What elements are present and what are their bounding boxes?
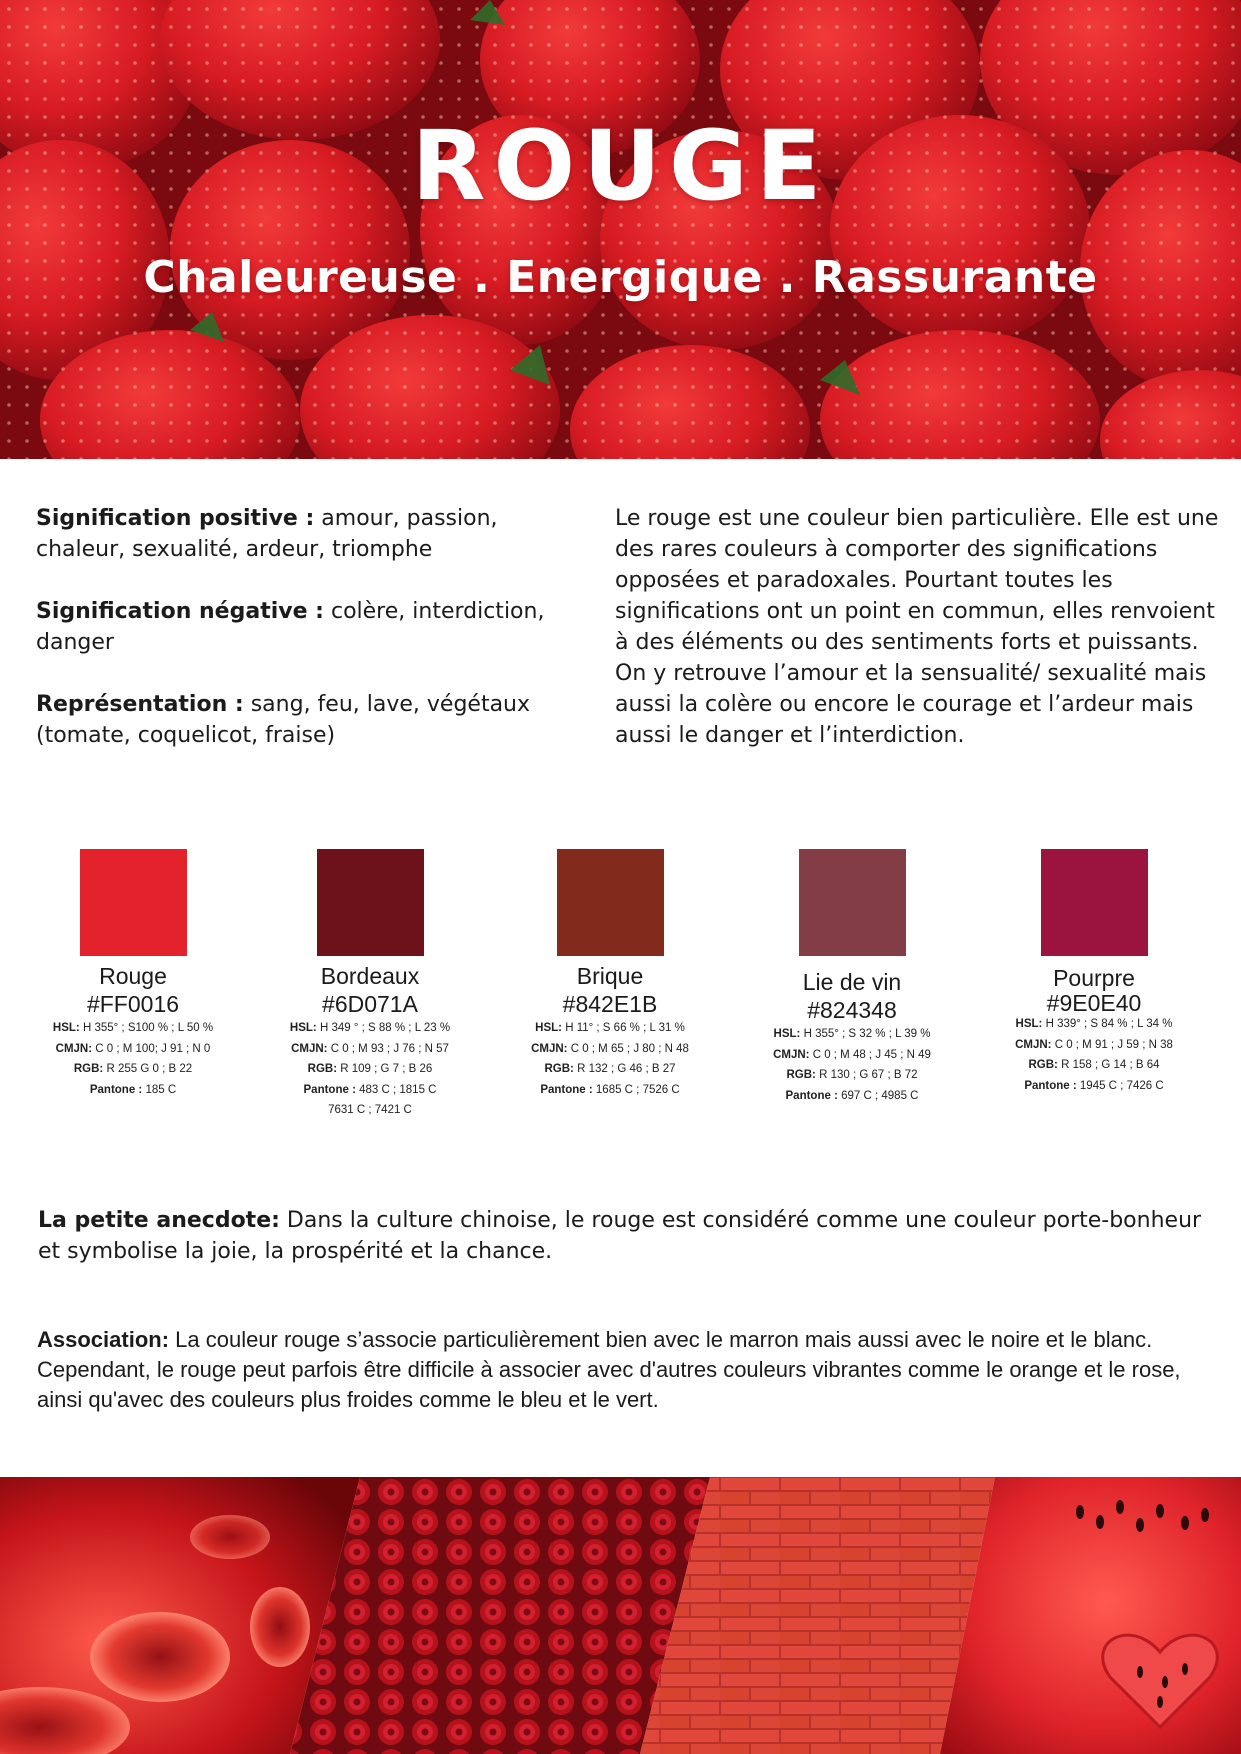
- swatch-color-box: [80, 849, 187, 956]
- swatch-name: Bordeaux: [320, 963, 420, 989]
- representation-text: sang, feu, lave, végétaux (tomate, coquelicot, fraise): [36, 692, 531, 748]
- cmjn-label: CMJN:: [773, 1048, 810, 1061]
- swatch-hex: #824348: [807, 997, 897, 1023]
- rgb-label: RGB:: [307, 1063, 338, 1075]
- swatch-hex: #FF0016: [86, 991, 180, 1017]
- swatch-cmjn: [270, 1039, 470, 1060]
- hsl-value: H 355° ; S100 % ; L 50 %: [82, 1022, 214, 1034]
- swatch-brique: [510, 849, 710, 1100]
- swatch-hex: #6D071A: [322, 991, 418, 1017]
- cmjn-value: C 0 ; M 100; J 91 ; N 0: [95, 1042, 211, 1055]
- color-swatches: [0, 849, 1241, 1129]
- hsl-label: HSL:: [1015, 1018, 1043, 1030]
- hsl-label: HSL:: [52, 1022, 80, 1034]
- swatch-hsl: [270, 1018, 470, 1039]
- cmjn-value: C 0 ; M 48 ; J 45 ; N 49: [812, 1048, 931, 1061]
- pantone-value: 1685 C ; 7526 C: [595, 1083, 680, 1096]
- swatch-pantone: [270, 1080, 470, 1101]
- swatch-name: Rouge: [99, 963, 167, 989]
- rgb-value: R 132 ; G 46 ; B 27: [577, 1063, 676, 1075]
- hsl-value: H 355° ; S 32 % ; L 39 %: [803, 1028, 931, 1040]
- anecdote-label: La petite anecdote:: [38, 1208, 280, 1233]
- swatch-hsl: [510, 1018, 710, 1039]
- swatch-hsl: [752, 1024, 952, 1045]
- anecdote-paragraph: [38, 1205, 1218, 1267]
- swatch-bordeaux: [270, 849, 470, 1121]
- rgb-value: R 255 G 0 ; B 22: [106, 1063, 193, 1075]
- swatch-color-box: [317, 849, 424, 956]
- hsl-label: HSL:: [289, 1022, 317, 1034]
- description-paragraph: Le rouge est une couleur bien particulière. Elle est une des rares couleurs à comporter des significations opposées et paradoxales. Pourtant toutes les significations ont un point en commun, elles renvoient à des éléments ou des sentiments forts et puissants. On y retrouve l’amour et la sensualité/ sexualité mais aussi la colère ou encore le courage et l’ardeur mais aussi le danger et l’interdiction.: [615, 506, 1219, 748]
- pantone-label: Pantone :: [89, 1083, 143, 1096]
- pantone-value: 185 C: [145, 1083, 177, 1096]
- swatch-hex: #9E0E40: [1046, 990, 1142, 1016]
- strawberries-image: [0, 0, 1241, 459]
- swatch-rouge: [33, 849, 233, 1100]
- pantone-value: 483 C ; 1815 C: [359, 1083, 437, 1096]
- cmjn-value: C 0 ; M 91 ; J 59 ; N 38: [1054, 1038, 1173, 1051]
- rgb-value: R 158 ; G 14 ; B 64: [1061, 1059, 1160, 1071]
- swatch-name: Lie de vin: [802, 969, 902, 995]
- swatch-name: Pourpre: [1053, 965, 1135, 991]
- rgb-label: RGB:: [1028, 1059, 1058, 1071]
- positive-meaning: [36, 503, 576, 565]
- swatch-cmjn: [994, 1035, 1194, 1056]
- swatch-rgb: [994, 1055, 1194, 1076]
- cmjn-label: CMJN:: [1015, 1038, 1052, 1051]
- meanings-column: [36, 503, 576, 782]
- swatch-pantone: [752, 1086, 952, 1107]
- swatch-rgb: [510, 1059, 710, 1080]
- swatch-pantone: [510, 1080, 710, 1101]
- pantone-value: 697 C ; 4985 C: [841, 1089, 919, 1102]
- rgb-label: RGB:: [544, 1063, 574, 1075]
- pantone-label: Pantone :: [1024, 1079, 1077, 1092]
- swatch-lie-de-vin: [752, 849, 952, 1106]
- roses-image: [290, 1477, 710, 1754]
- swatch-rgb: [752, 1065, 952, 1086]
- hsl-value: H 11° ; S 66 % ; L 31 %: [565, 1022, 685, 1034]
- representation-label: Représentation :: [36, 692, 244, 717]
- cmjn-value: C 0 ; M 93 ; J 76 ; N 57: [330, 1042, 449, 1055]
- collage-images: [0, 1477, 1241, 1754]
- association-text: La couleur rouge s’associe particulièrement bien avec le marron mais aussi avec le noire et le blanc. Cependant, le rouge peut parfois être difficile à associer avec d'autres couleurs vibrantes comme le orange et le rose, ainsi qu'avec des couleurs plus froides comme le bleu et le vert.: [37, 1327, 1181, 1412]
- swatch-pantone: [33, 1080, 233, 1101]
- swatch-rgb: [33, 1059, 233, 1080]
- swatch-color-box: [799, 849, 906, 956]
- negative-meaning-text: colère, interdiction, danger: [36, 599, 545, 655]
- image-collage: [0, 1477, 1241, 1754]
- rgb-value: R 130 ; G 67 ; B 72: [819, 1069, 918, 1081]
- positive-meaning-text: amour, passion, chaleur, sexualité, ardeur, triomphe: [36, 506, 498, 562]
- swatch-cmjn: [752, 1045, 952, 1066]
- negative-meaning: [36, 596, 576, 658]
- pantone-label: Pantone :: [540, 1083, 593, 1096]
- hsl-value: H 339° ; S 84 % ; L 34 %: [1045, 1018, 1173, 1030]
- page-subtitle: Chaleureuse . Energique . Rassurante: [143, 252, 1098, 303]
- swatch-rgb: [270, 1059, 470, 1080]
- representation: [36, 689, 576, 751]
- pantone-value: 1945 C ; 7426 C: [1079, 1079, 1164, 1092]
- hsl-value: H 349 ° ; S 88 % ; L 23 %: [319, 1022, 451, 1034]
- swatch-pourpre: [994, 849, 1194, 1096]
- cmjn-label: CMJN:: [291, 1042, 328, 1055]
- rgb-value: R 109 ; G 7 ; B 26: [340, 1063, 433, 1075]
- swatch-hsl: [33, 1018, 233, 1039]
- hsl-label: HSL:: [535, 1022, 562, 1034]
- swatch-hsl: [994, 1014, 1194, 1035]
- swatch-cmjn: [510, 1039, 710, 1060]
- hsl-label: HSL:: [773, 1028, 801, 1040]
- positive-meaning-label: Signification positive :: [36, 506, 315, 531]
- swatch-name: Brique: [576, 963, 644, 989]
- cmjn-label: CMJN:: [531, 1042, 568, 1055]
- association-label: Association:: [37, 1327, 170, 1352]
- swatch-color-box: [557, 849, 664, 956]
- negative-meaning-label: Signification négative :: [36, 599, 324, 624]
- anecdote-text: Dans la culture chinoise, le rouge est considéré comme une couleur porte-bonheur et symbolise la joie, la prospérité et la chance.: [38, 1208, 1202, 1264]
- rgb-label: RGB:: [786, 1069, 816, 1081]
- swatch-color-box: [1041, 849, 1148, 956]
- swatch-hex: #842E1B: [562, 991, 658, 1017]
- pantone-label: Pantone :: [785, 1089, 838, 1102]
- cmjn-value: C 0 ; M 65 ; J 80 ; N 48: [570, 1042, 689, 1055]
- rgb-label: RGB:: [73, 1063, 104, 1075]
- page-title: ROUGE: [411, 110, 830, 222]
- swatch-pantone: [994, 1076, 1194, 1097]
- pantone-label: Pantone :: [303, 1083, 356, 1096]
- cmjn-label: CMJN:: [55, 1042, 93, 1055]
- swatch-pantone-extra: 7631 C ; 7421 C: [328, 1104, 412, 1116]
- hero-banner: [0, 0, 1241, 459]
- association-paragraph: [37, 1325, 1227, 1415]
- swatch-cmjn: [33, 1039, 233, 1060]
